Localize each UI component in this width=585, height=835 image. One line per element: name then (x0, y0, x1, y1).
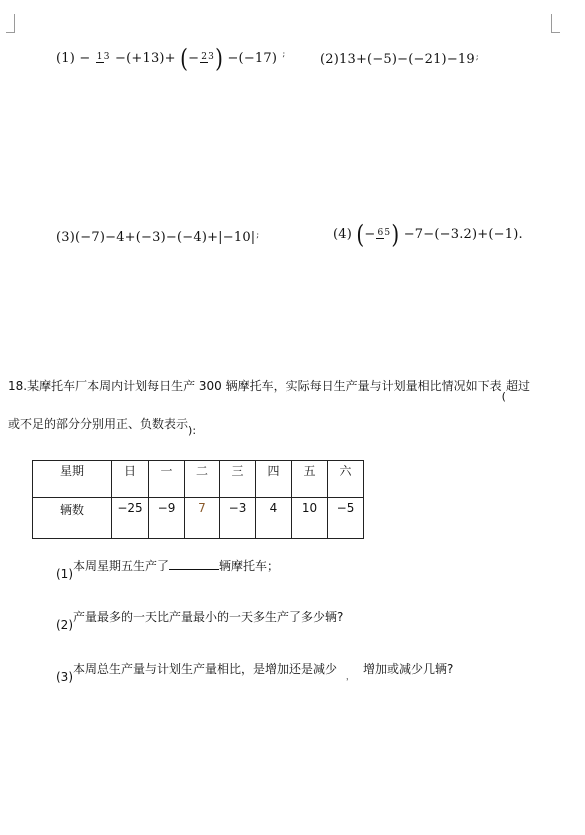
table-header-row (33, 461, 364, 498)
comma-mark: ， (346, 672, 355, 681)
question-text: 本周星期五生产了 (73, 559, 170, 573)
end-mark: . (518, 226, 523, 242)
problem-label: (4) (333, 226, 353, 242)
table-header-cell: 日 (112, 461, 149, 498)
fraction-denominator: 3 (103, 52, 110, 63)
math-text: (−7)−4+(−3)−(−4)+|−10| (75, 230, 256, 245)
fraction-denominator: 3 (208, 52, 215, 63)
table-header-cell: 二 (185, 461, 220, 498)
question-text: 产量最多的一天比产量最小的一天多生产了多少辆? (73, 610, 344, 624)
question-text: 超过 (505, 379, 530, 393)
math-text: − (79, 50, 91, 66)
math-problem-3 (56, 230, 259, 245)
math-problem-2 (320, 52, 479, 67)
question-number: 18. (8, 379, 28, 393)
table-header-cell: 六 (328, 461, 364, 498)
page-corner-mark-right (551, 14, 560, 33)
table-header-cell: 星期 (33, 461, 112, 498)
table-cell: −3 (220, 498, 256, 539)
table-cell: 7 (185, 498, 220, 539)
sub-question-1 (56, 557, 280, 581)
big-paren-right: ) (391, 219, 400, 249)
sub-question-2 (56, 608, 344, 632)
question-text: 辆摩托车； (219, 559, 280, 573)
math-text: − (188, 50, 200, 66)
question-text: 增加或减少几辆? (363, 662, 454, 676)
table-header-cell: 五 (292, 461, 328, 498)
answer-blank[interactable] (169, 557, 219, 570)
table-row-label: 辆数 (33, 498, 112, 539)
sub-question-number: (3) (56, 670, 73, 684)
sub-question-3 (56, 660, 454, 684)
problem-label: (3) (56, 230, 76, 245)
math-text: −7−(−3.2)+(−1) (403, 226, 519, 242)
math-text: − (364, 226, 376, 242)
table-row (33, 498, 364, 539)
fraction-numerator: 2 (201, 51, 208, 62)
problem-label: (2) (320, 52, 340, 67)
math-problem-1 (56, 43, 286, 73)
end-mark: ; (282, 49, 286, 58)
big-paren-right: ) (215, 43, 224, 73)
fraction-six-fifths (376, 229, 390, 240)
problem-label: (1) (56, 50, 76, 66)
end-mark: ; (256, 230, 260, 239)
end-mark: ; (475, 52, 479, 61)
sub-question-number: (1) (56, 567, 73, 581)
table-header-cell: 四 (256, 461, 292, 498)
table-cell: −9 (149, 498, 185, 539)
math-problem-4 (333, 219, 523, 249)
paren-close: ) (188, 424, 193, 437)
question-18-line-2 (8, 415, 197, 437)
fraction-two-thirds (200, 53, 214, 64)
math-text: −(+13)+ (115, 50, 176, 66)
big-paren-left: ( (180, 43, 189, 73)
question-text: 或不足的部分分别用正、负数表示 (8, 417, 189, 431)
math-text: −(−17) (227, 50, 278, 66)
table-header-cell: 三 (220, 461, 256, 498)
fraction-denominator: 5 (384, 228, 391, 239)
table-cell: 4 (256, 498, 292, 539)
fraction-numerator: 6 (377, 227, 384, 238)
sub-question-number: (2) (56, 618, 73, 632)
table-cell: −25 (112, 498, 149, 539)
page-corner-mark-left (6, 14, 15, 33)
big-paren-left: ( (356, 219, 365, 249)
table-cell: −5 (328, 498, 364, 539)
math-text: 13+(−5)−(−21)−19 (339, 52, 475, 67)
question-18-line-1 (8, 377, 530, 403)
question-text: 某摩托车厂本周内计划每日生产 300 辆摩托车，实际每日生产量与计划量相比情况如下表 (27, 379, 502, 393)
paren-open: ( (501, 390, 506, 403)
fraction-numerator: 1 (96, 51, 103, 62)
table-cell: 10 (292, 498, 328, 539)
question-text: 本周总生产量与计划生产量相比，是增加还是减少 (73, 662, 338, 676)
table-header-cell: 一 (149, 461, 185, 498)
production-table (32, 460, 364, 539)
colon: : (192, 424, 197, 437)
fraction-one-third (96, 53, 110, 64)
